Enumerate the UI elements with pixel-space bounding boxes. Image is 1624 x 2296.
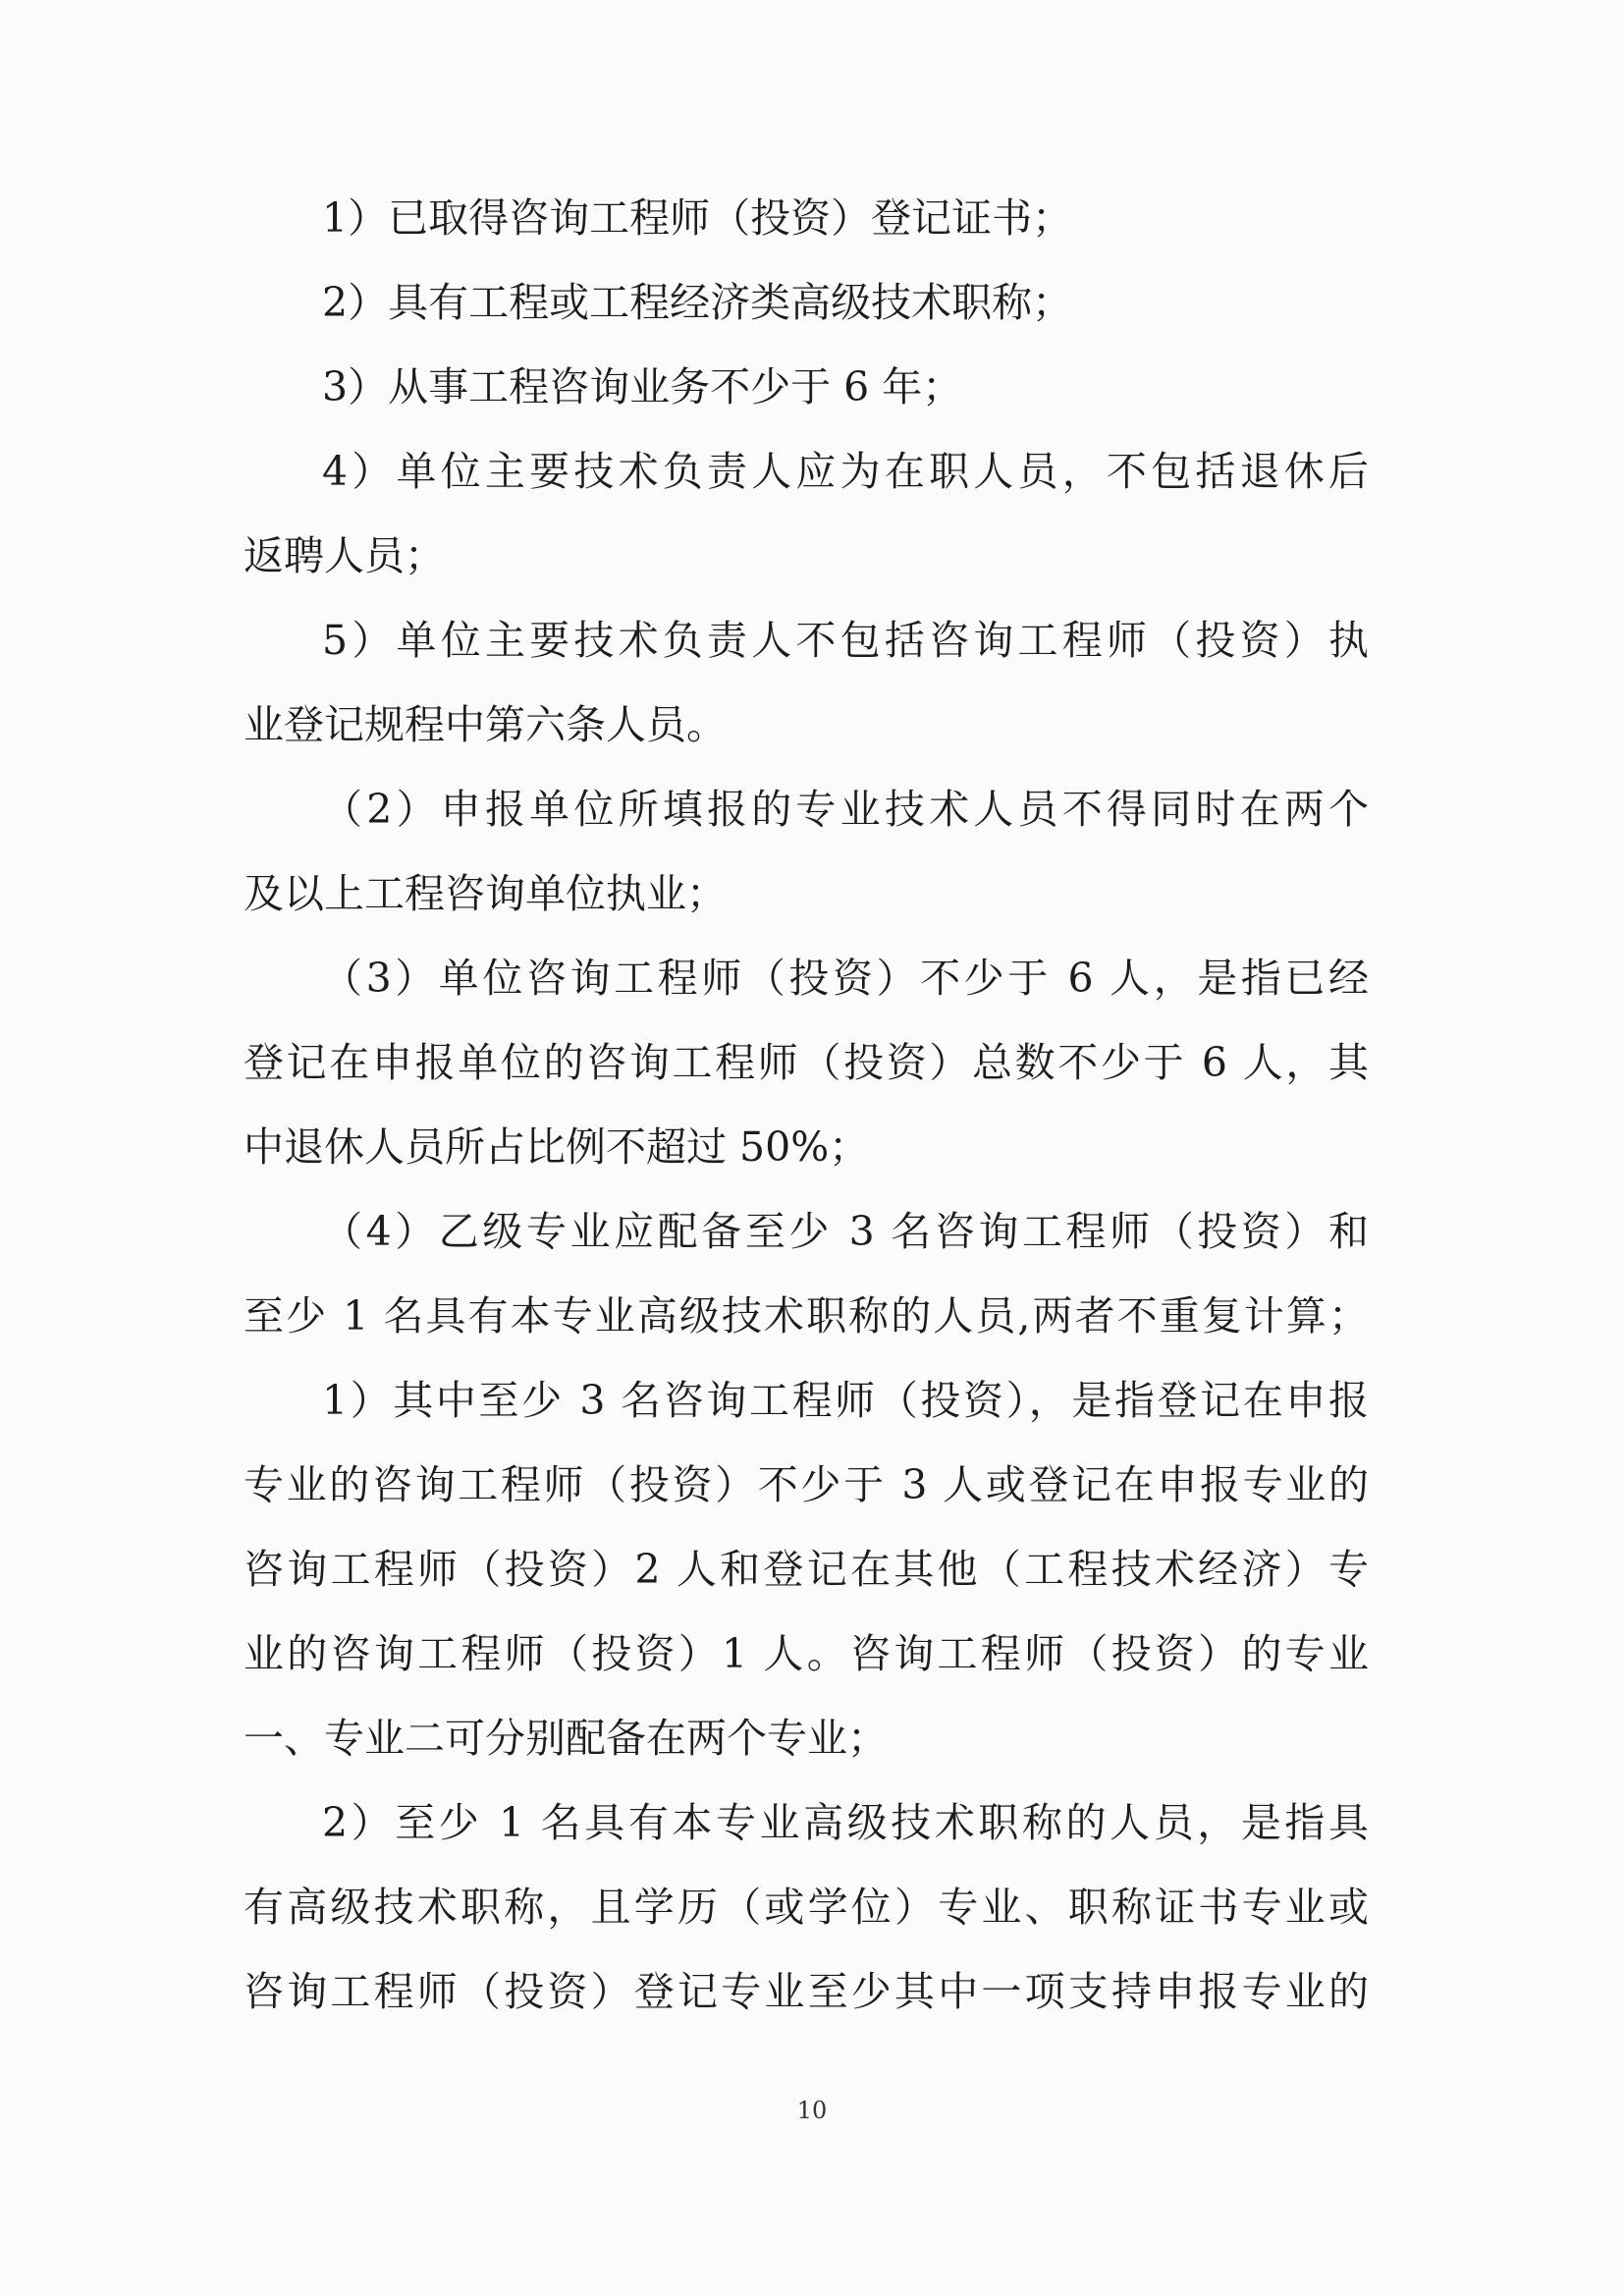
text-line: （2）申报单位所填报的专业技术人员不得同时在两个: [322, 786, 1369, 833]
text-line: 1）已取得咨询工程师（投资）登记证书；: [322, 194, 1073, 242]
text-line: 3）从事工程咨询业务不少于 6 年；: [322, 363, 963, 410]
text-line: 2）具有工程或工程经济类高级技术职称；: [322, 279, 1073, 326]
text-line: 咨询工程师（投资）2 人和登记在其他（工程技术经济）专: [244, 1546, 1369, 1593]
text-line: 中退休人员所占比例不超过 50%；: [244, 1123, 870, 1171]
text-line: 一、专业二可分别配备在两个专业；: [244, 1715, 888, 1762]
text-line: 1）其中至少 3 名咨询工程师（投资），是指登记在申报: [322, 1377, 1369, 1424]
text-line: （3）单位咨询工程师（投资）不少于 6 人，是指已经: [322, 955, 1369, 1002]
page-number: 10: [796, 2097, 828, 2124]
text-line: 业的咨询工程师（投资）1 人。咨询工程师（投资）的专业: [244, 1630, 1369, 1677]
text-line: 4）单位主要技术负责人应为在职人员，不包括退休后: [322, 448, 1369, 495]
text-line: 专业的咨询工程师（投资）不少于 3 人或登记在申报专业的: [244, 1461, 1369, 1508]
text-line: 2）至少 1 名具有本专业高级技术职称的人员，是指具: [322, 1799, 1369, 1846]
text-line: 5）单位主要技术负责人不包括咨询工程师（投资）执: [322, 617, 1369, 664]
text-line: （4）乙级专业应配备至少 3 名咨询工程师（投资）和: [322, 1208, 1369, 1255]
text-line: 有高级技术职称，且学历（或学位）专业、职称证书专业或: [244, 1884, 1369, 1931]
text-line: 业登记规程中第六条人员。: [244, 701, 727, 748]
text-line: 登记在申报单位的咨询工程师（投资）总数不少于 6 人，其: [244, 1039, 1369, 1086]
text-line: 至少 1 名具有本专业高级技术职称的人员,两者不重复计算；: [244, 1292, 1369, 1339]
text-line: 返聘人员；: [244, 532, 445, 579]
text-line: 及以上工程咨询单位执业；: [244, 870, 727, 917]
text-line: 咨询工程师（投资）登记专业至少其中一项支持申报专业的: [244, 1968, 1369, 2015]
